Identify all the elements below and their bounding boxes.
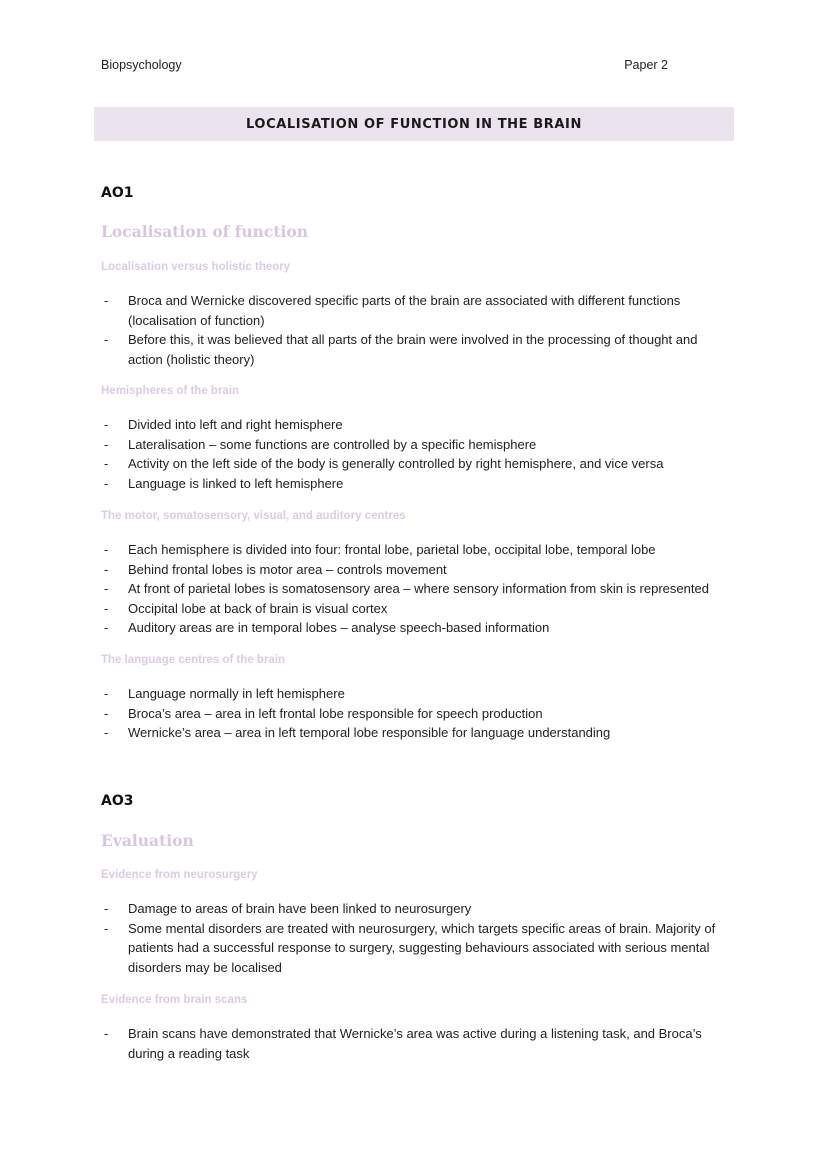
list-item: - Damage to areas of brain have been linked to neurosurgery <box>104 901 472 916</box>
header-paper: Paper 2 <box>624 58 668 72</box>
subsection-heading: Evidence from brain scans <box>101 994 248 1006</box>
ao3-label: AO3 <box>101 793 134 809</box>
subsection-heading: Localisation versus holistic theory <box>101 261 291 273</box>
bullet-list <box>101 415 731 493</box>
list-item: - Some mental disorders are treated with neurosurgery, which targets specific areas of brain. Majority of patients had a successful response to surgery, suggesting behaviours associated with serious mental disorders may be localised <box>104 920 716 975</box>
bullet-list <box>101 899 731 977</box>
header-subject: Biopsychology <box>101 58 182 72</box>
list-item: - Brain scans have demonstrated that Wernicke’s area was active during a listening task, and Broca’s during a reading task <box>104 1026 702 1061</box>
list-item: - Before this, it was believed that all parts of the brain were involved in the processing of thought and action (holistic theory) <box>104 332 698 367</box>
title-band <box>94 107 734 141</box>
list-item: - Auditory areas are in temporal lobes – analyse speech-based information <box>104 620 550 635</box>
list-item: - Divided into left and right hemisphere <box>104 417 343 432</box>
subsection-heading: The motor, somatosensory, visual, and auditory centres <box>101 510 406 522</box>
bullet-list <box>101 540 731 638</box>
list-item: - Activity on the left side of the body is generally controlled by right hemisphere, and vice versa <box>104 456 664 471</box>
bullet-list <box>101 291 731 369</box>
bullet-list <box>101 684 731 743</box>
list-item: - Language normally in left hemisphere <box>104 686 345 701</box>
list-item: - Wernicke’s area – area in left temporal lobe responsible for language understanding <box>104 725 611 740</box>
ao1-section-title: Localisation of function <box>101 222 309 241</box>
subsection-heading: Hemispheres of the brain <box>101 385 240 397</box>
list-item: - Lateralisation – some functions are controlled by a specific hemisphere <box>104 436 537 452</box>
page-title: LOCALISATION OF FUNCTION IN THE BRAIN <box>246 116 582 132</box>
list-item: - Behind frontal lobes is motor area – controls movement <box>104 561 447 577</box>
list-item: - Occipital lobe at back of brain is visual cortex <box>104 600 388 616</box>
list-item: - Language is linked to left hemisphere <box>104 475 344 491</box>
subsection-heading: Evidence from neurosurgery <box>101 869 258 881</box>
list-item: - At front of parietal lobes is somatosensory area – where sensory information from skin is represented <box>104 581 709 596</box>
ao3-section-title: Evaluation <box>101 831 194 850</box>
subsection-heading: The language centres of the brain <box>101 654 286 666</box>
ao1-label: AO1 <box>101 185 134 201</box>
list-item: - Broca’s area – area in left frontal lobe responsible for speech production <box>104 705 543 721</box>
list-item: - Each hemisphere is divided into four: frontal lobe, parietal lobe, occipital lobe, temporal lobe <box>104 542 656 557</box>
list-item: - Broca and Wernicke discovered specific parts of the brain are associated with different functions (localisation of function) <box>104 293 681 328</box>
bullet-list <box>101 1024 731 1063</box>
